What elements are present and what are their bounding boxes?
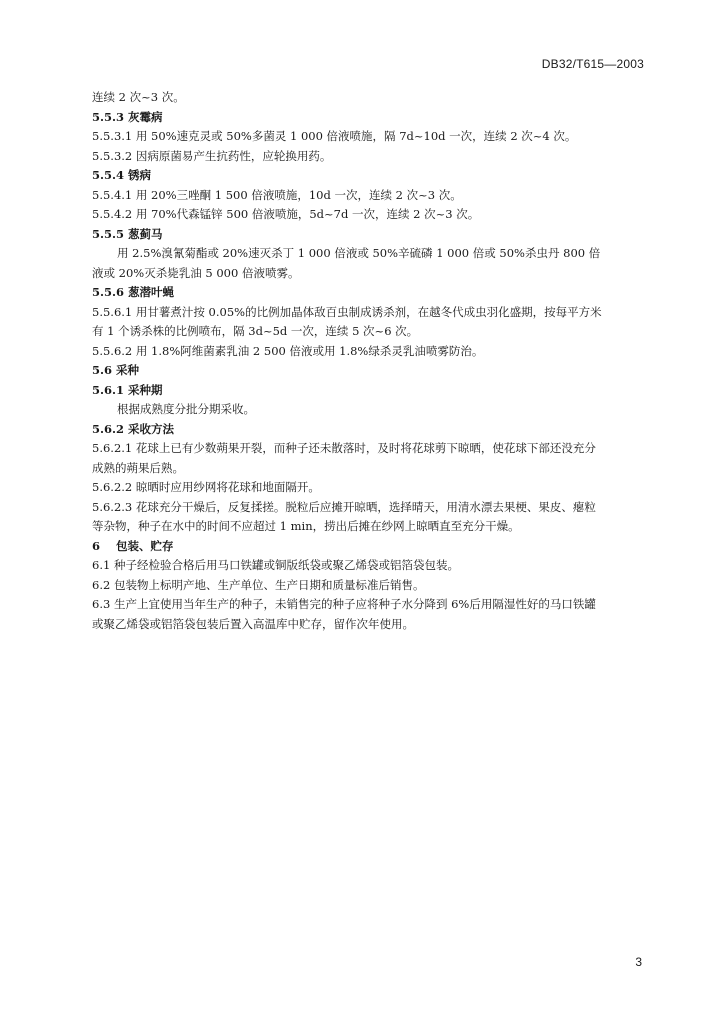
paragraph-line: 用 2.5%溴氰菊酯或 20%速灭杀丁 1 000 倍液或 50%辛硫磷 1 000 倍或 50%杀虫丹 800 倍 [117,246,601,260]
clause: 5.5.6.1 用甘薯煮汁按 0.05%的比例加晶体敌百虫制成诱杀剂，在越冬代成虫羽化盛期，按每平方米 [92,304,602,319]
clause: 5.5.4.2 用 70%代森锰锌 500 倍液喷施，5d~7d 一次，连续 2 次~3 次。 [92,207,480,221]
page-number: 3 [635,955,642,969]
document-body [92,88,644,634]
section-heading: 5.5.5 葱蓟马 [92,226,163,241]
clause: 5.5.4.1 用 20%三唑酮 1 500 倍液喷施，10d 一次，连续 2 次~3 次。 [92,187,462,202]
text-line: 连续 2 次~3 次。 [92,90,185,104]
document-code: DB32/T615—2003 [541,57,644,71]
section-heading: 5.5.6 葱潜叶蝇 [92,285,175,299]
section-heading: 5.6.1 采种期 [92,382,163,397]
clause: 5.5.3.1 用 50%速克灵或 50%多菌灵 1 000 倍液喷施，隔 7d~10d 一次，连续 2 次~4 次。 [92,129,577,143]
clause: 5.5.6.2 用 1.8%阿维菌素乳油 2 500 倍液或用 1.8%绿杀灵乳油喷雾防治。 [92,343,484,358]
paragraph-line: 或聚乙烯袋或铝箔袋包装后置入高温库中贮存，留作次年使用。 [92,616,414,631]
section-heading: 5.6.2 采收方法 [92,421,175,436]
paragraph-line: 等杂物，种子在水中的时间不应超过 1 min，捞出后摊在纱网上晾晒直至充分干燥。 [92,519,520,533]
paragraph-line: 成熟的蒴果后熟。 [92,460,184,475]
paragraph-line: 有 1 个诱杀株的比例喷布，隔 3d~5d 一次，连续 5 次~6 次。 [92,324,419,338]
chapter-heading: 6 包装、贮存 [92,538,174,553]
clause: 5.6.2.1 花球上已有少数蒴果开裂，而种子还未散落时，及时将花球剪下晾晒，使花球下部还没充分 [92,441,596,455]
clause: 6.2 包装物上标明产地、生产单位、生产日期和质量标准后销售。 [92,577,425,592]
clause: 5.5.3.2 因病原菌易产生抗药性，应轮换用药。 [92,148,332,163]
section-heading: 5.6 采种 [92,363,140,377]
paragraph-line: 根据成熟度分批分期采收。 [117,402,255,416]
clause: 6.3 生产上宜使用当年生产的种子，未销售完的种子应将种子水分降到 6%后用隔湿性好的马口铁罐 [92,597,596,611]
clause: 5.6.2.3 花球充分干燥后，反复揉搓。脱粒后应摊开晾晒，选择晴天，用清水漂去果梗、果皮、瘪粒 [92,499,596,514]
clause: 6.1 种子经检验合格后用马口铁罐或铜版纸袋或聚乙烯袋或铝箔袋包装。 [92,558,459,572]
section-heading: 5.5.4 锈病 [92,168,152,182]
clause: 5.6.2.2 晾晒时应用纱网将花球和地面隔开。 [92,480,320,494]
section-heading: 5.5.3 灰霉病 [92,109,163,124]
paragraph-line: 液或 20%灭杀毙乳油 5 000 倍液喷雾。 [92,265,300,280]
